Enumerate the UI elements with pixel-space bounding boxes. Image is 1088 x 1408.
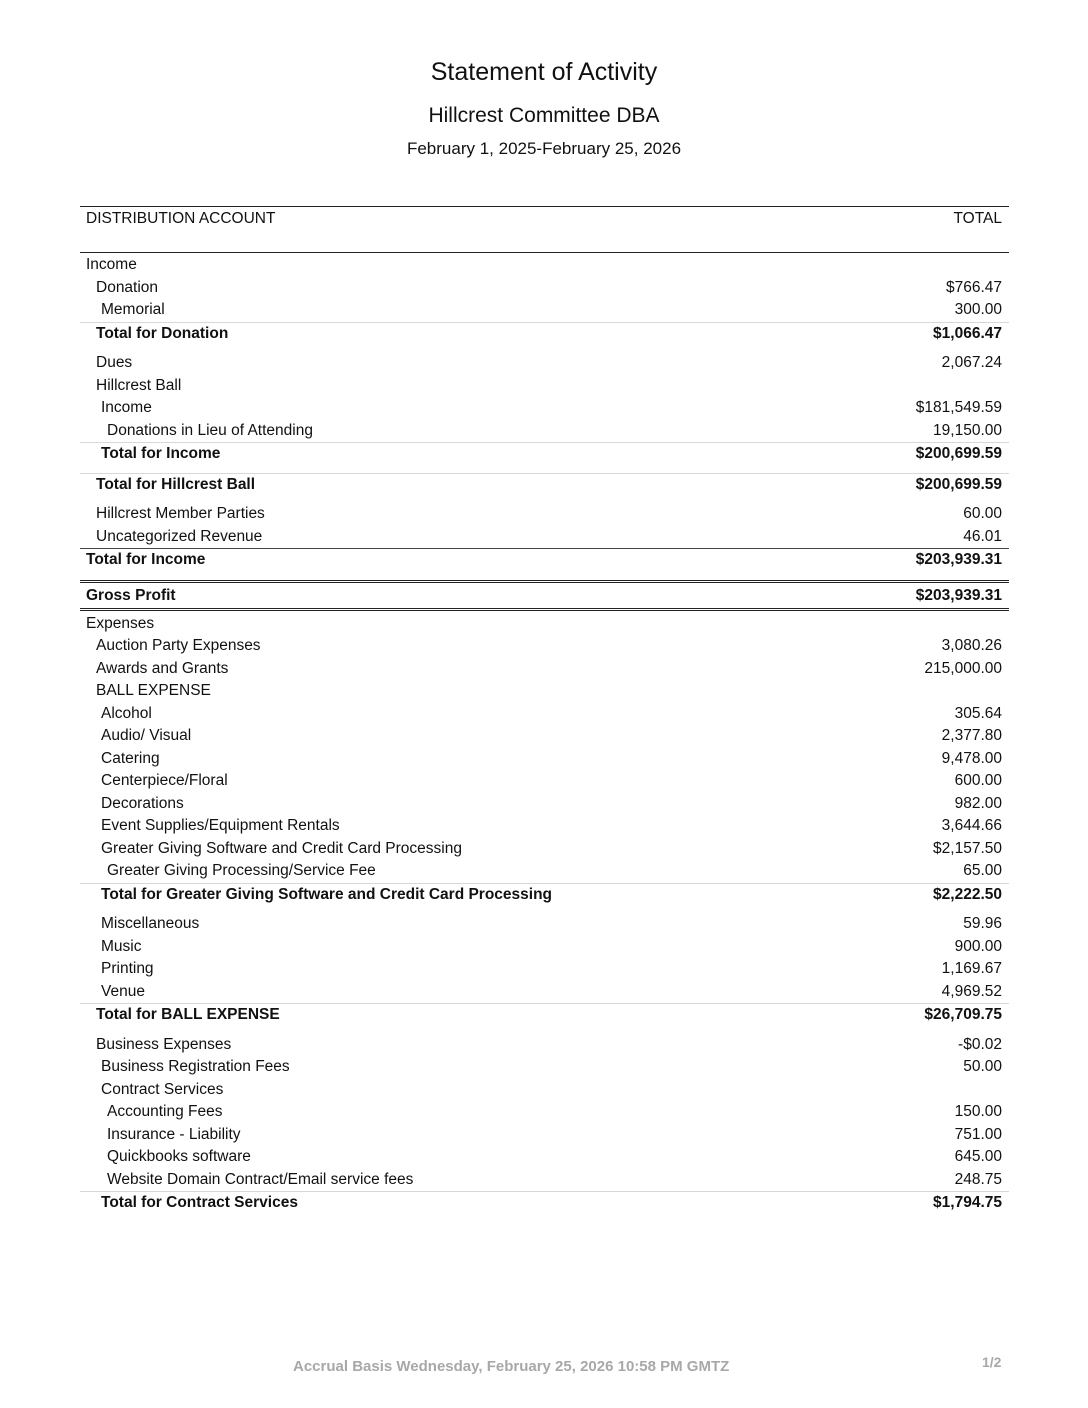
account-amount: $181,549.59 — [915, 399, 1002, 416]
account-row — [80, 860, 1009, 883]
account-name: Venue — [101, 982, 145, 1000]
page-number: 1/2 — [982, 1354, 1002, 1370]
account-amount: $1,794.75 — [933, 1194, 1002, 1211]
account-name: Income — [86, 256, 137, 273]
account-amount: 2,377.80 — [941, 727, 1002, 744]
account-name: Website Domain Contract/Email service fees — [107, 1170, 414, 1188]
account-row — [80, 277, 1009, 300]
account-amount: 600.00 — [954, 772, 1002, 789]
company-name: Hillcrest Committee DBA — [428, 104, 660, 127]
account-name: Awards and Grants — [96, 659, 229, 677]
column-header-account: DISTRIBUTION ACCOUNT — [86, 210, 276, 227]
account-row — [80, 352, 1009, 375]
account-name: Hillcrest Member Parties — [96, 505, 265, 522]
account-name: Memorial — [101, 301, 165, 318]
account-name: Centerpiece/Floral — [101, 772, 228, 789]
account-amount: 9,478.00 — [941, 749, 1002, 767]
account-row — [80, 793, 1009, 816]
account-row — [80, 1101, 1009, 1124]
gross-profit-label: Gross Profit — [86, 586, 176, 604]
account-row — [80, 375, 1009, 398]
account-row — [80, 613, 1009, 636]
account-amount: 150.00 — [954, 1103, 1002, 1120]
total-row — [80, 442, 1009, 466]
account-row — [80, 420, 1009, 443]
account-row — [80, 254, 1009, 277]
account-name: Total for Income — [86, 551, 206, 568]
account-row — [80, 1124, 1009, 1147]
total-row — [80, 473, 1009, 497]
account-name: Income — [101, 399, 152, 416]
account-amount: $200,699.59 — [915, 445, 1002, 462]
account-name: Catering — [101, 749, 160, 767]
account-row — [80, 815, 1009, 838]
account-name: Total for Greater Giving Software and Credit Card Processing — [101, 885, 553, 903]
account-row — [80, 1079, 1009, 1102]
total-row — [80, 1003, 1009, 1027]
account-name: Total for Income — [101, 445, 221, 462]
account-row — [80, 635, 1009, 658]
account-amount: 50.00 — [963, 1058, 1002, 1075]
account-name: Auction Party Expenses — [96, 637, 261, 654]
account-row — [80, 526, 1009, 549]
account-amount: $26,709.75 — [924, 1006, 1002, 1023]
account-amount: 3,644.66 — [941, 817, 1002, 834]
account-name: Insurance - Liability — [107, 1125, 241, 1143]
report-table — [80, 206, 1009, 1215]
account-amount: 1,169.67 — [941, 960, 1002, 977]
account-row — [80, 703, 1009, 726]
account-row — [80, 981, 1009, 1004]
account-amount: 248.75 — [954, 1170, 1002, 1188]
table-header — [80, 206, 1009, 253]
account-name: Printing — [101, 960, 154, 977]
account-name: Contract Services — [101, 1080, 224, 1098]
account-amount: $2,222.50 — [933, 885, 1002, 903]
account-amount: 65.00 — [963, 862, 1002, 879]
account-name: Decorations — [101, 794, 184, 812]
account-name: Business Expenses — [96, 1035, 232, 1053]
account-amount: $766.47 — [945, 278, 1002, 296]
account-name: Accounting Fees — [107, 1103, 223, 1120]
account-row — [80, 503, 1009, 526]
account-amount: -$0.02 — [958, 1035, 1002, 1053]
report-title: Statement of Activity — [430, 58, 658, 86]
account-row — [80, 680, 1009, 703]
income-section — [80, 254, 1009, 572]
total-row — [80, 322, 1009, 346]
account-amount: 305.64 — [954, 704, 1002, 722]
report-period: February 1, 2025-February 25, 2026 — [406, 139, 682, 158]
account-row — [80, 299, 1009, 322]
account-name: Business Registration Fees — [101, 1058, 290, 1075]
account-name: Uncategorized Revenue — [96, 527, 263, 545]
account-name: Total for Contract Services — [101, 1194, 298, 1211]
account-row — [80, 1034, 1009, 1057]
account-row — [80, 1056, 1009, 1079]
account-name: BALL EXPENSE — [96, 682, 211, 699]
account-amount: 3,080.26 — [941, 637, 1002, 654]
account-name: Total for BALL EXPENSE — [96, 1006, 280, 1023]
account-name: Quickbooks software — [107, 1148, 251, 1165]
account-amount: $2,157.50 — [933, 839, 1002, 857]
column-header-total: TOTAL — [953, 210, 1002, 227]
account-row — [80, 748, 1009, 771]
account-row — [80, 725, 1009, 748]
account-amount: 215,000.00 — [924, 659, 1002, 677]
footer-basis: Accrual Basis Wednesday, February 25, 2026 10:58 PM GMTZ — [293, 1358, 730, 1375]
total-row — [80, 548, 1009, 572]
account-amount: 300.00 — [954, 301, 1002, 318]
account-row — [80, 1146, 1009, 1169]
account-amount: $203,939.31 — [915, 551, 1002, 568]
account-amount: 2,067.24 — [941, 354, 1002, 371]
account-name: Greater Giving Processing/Service Fee — [107, 862, 376, 879]
gross-profit-amount: $203,939.31 — [915, 586, 1002, 604]
account-row — [80, 1169, 1009, 1192]
account-row — [80, 770, 1009, 793]
account-name: Audio/ Visual — [101, 727, 192, 744]
account-amount: 900.00 — [954, 937, 1002, 955]
account-name: Dues — [96, 354, 133, 371]
account-name: Event Supplies/Equipment Rentals — [101, 817, 340, 834]
account-row — [80, 658, 1009, 681]
account-amount: 46.01 — [963, 527, 1002, 545]
account-name: Donations in Lieu of Attending — [107, 421, 313, 439]
account-name: Donation — [96, 278, 159, 296]
account-amount: 4,969.52 — [941, 982, 1002, 1000]
account-row — [80, 913, 1009, 936]
gross-profit-row — [80, 580, 1009, 611]
expenses-section — [80, 613, 1009, 1215]
account-amount: $200,699.59 — [915, 475, 1002, 493]
total-row — [80, 883, 1009, 907]
account-name: Hillcrest Ball — [96, 376, 182, 394]
account-amount: 19,150.00 — [933, 421, 1002, 439]
account-amount: 751.00 — [954, 1125, 1002, 1143]
account-amount: $1,066.47 — [933, 324, 1002, 342]
account-name: Alcohol — [101, 704, 152, 722]
account-name: Expenses — [86, 614, 155, 632]
account-name: Total for Donation — [96, 324, 229, 342]
account-amount: 982.00 — [954, 794, 1002, 812]
account-name: Miscellaneous — [101, 915, 200, 932]
total-row — [80, 1191, 1009, 1215]
account-row — [80, 397, 1009, 420]
account-row — [80, 838, 1009, 861]
account-amount: 59.96 — [963, 915, 1002, 932]
account-name: Music — [101, 937, 142, 955]
account-row — [80, 936, 1009, 959]
account-amount: 645.00 — [954, 1148, 1002, 1165]
account-amount: 60.00 — [963, 505, 1002, 522]
account-name: Total for Hillcrest Ball — [96, 475, 256, 493]
account-row — [80, 958, 1009, 981]
account-name: Greater Giving Software and Credit Card Processing — [101, 839, 462, 857]
